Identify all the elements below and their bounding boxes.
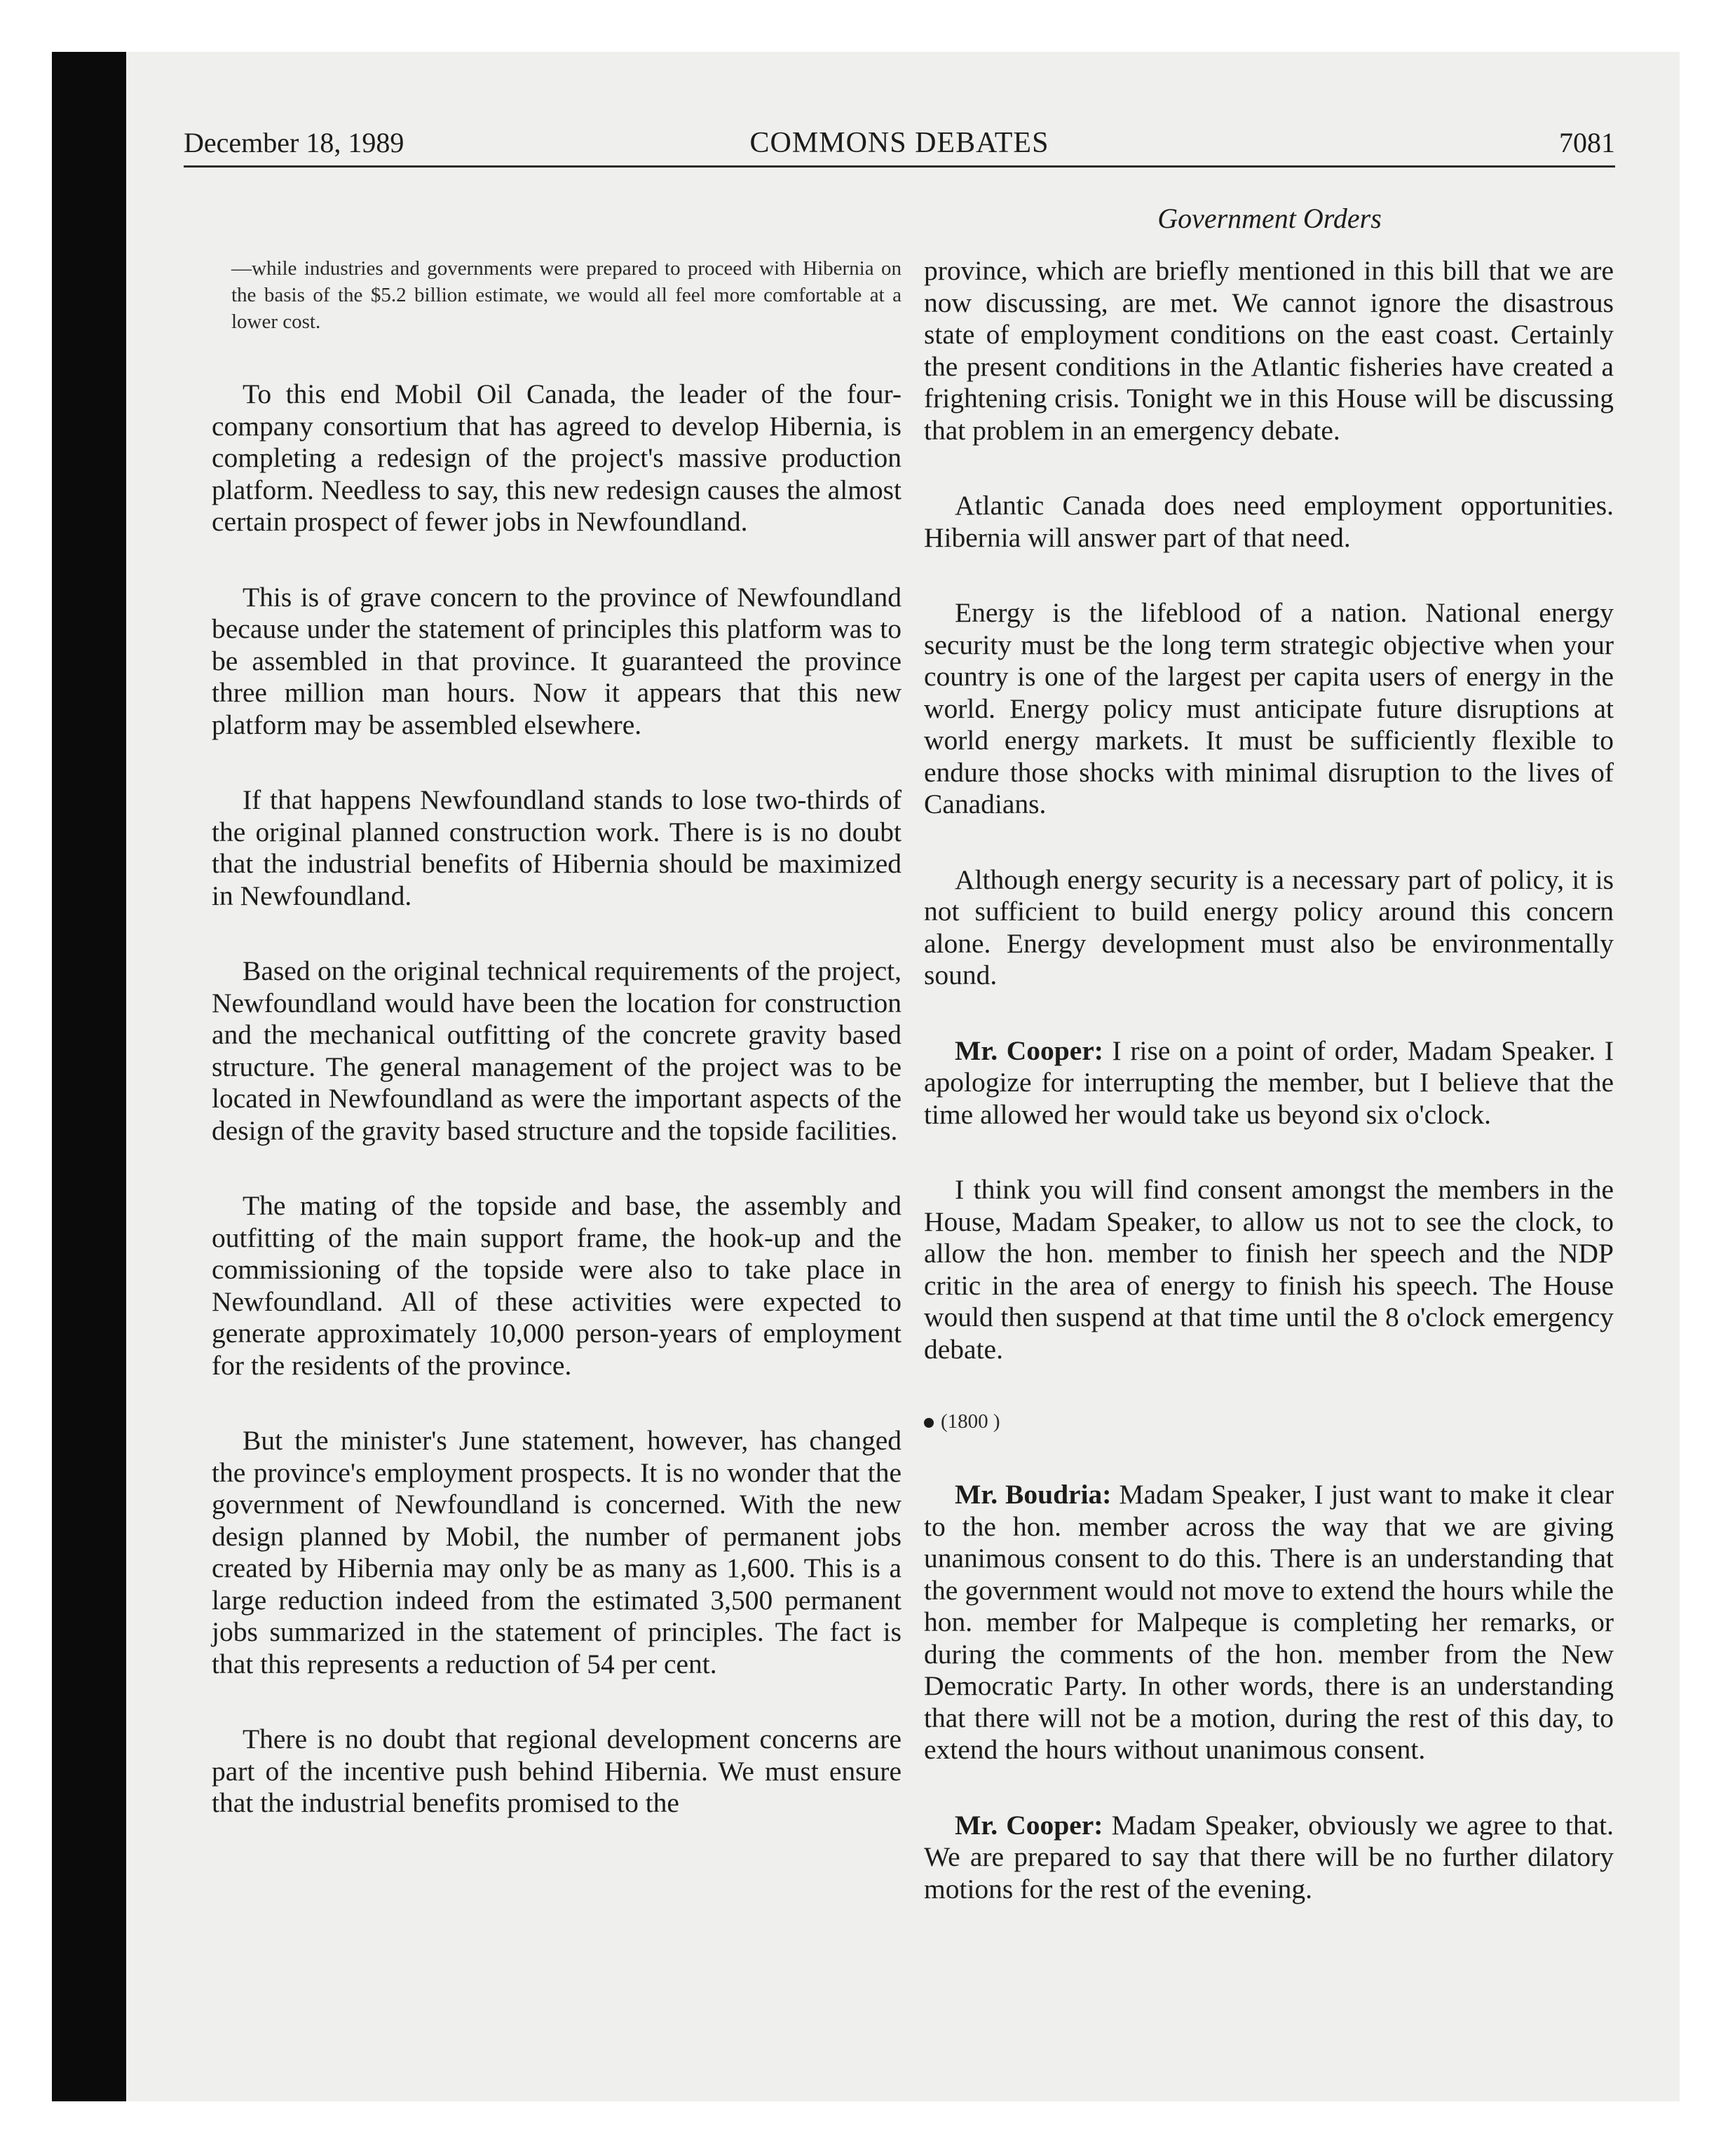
paragraph: This is of grave concern to the province of Newfoundland because under the statement of principles this platform was to be assembled in that province. It guaranteed the province three million man hours. Now it appears that this new platform may be assembled elsewhere. <box>212 581 901 740</box>
speech-text: Madam Speaker, I just want to make it clear to the hon. member across the way that we are giving unanimous consent to do this. There is an understanding that the government would not move to extend the hours while the hon. member for Malpeque is completing her remarks, or during the comments of the hon. member from the New Democratic Party. In other words, there is an understanding that there will not be a motion, during the rest of this day, to extend the hours without unanimous consent. <box>924 1479 1614 1765</box>
paragraph: Although energy security is a necessary part of policy, it is not sufficient to build energy policy around this concern alone. Energy development must also be environmentally sound. <box>924 864 1614 990</box>
running-head <box>184 121 1615 165</box>
speaker-name: Mr. Cooper: <box>955 1035 1103 1066</box>
paragraph: But the minister's June statement, however, has changed the province's employment prospects. It is no wonder that the government of Newfoundland is concerned. With the new design planned by Mobil, the number of permanent jobs created by Hibernia may only be as many as 1,600. This is a large reduction indeed from the estimated 3,500 permanent jobs summarized in the statement of principles. The fact is that this represents a reduction of 54 per cent. <box>212 1425 901 1679</box>
paragraph: To this end Mobil Oil Canada, the leader of the four-company consortium that has agreed to develop Hibernia, is completing a redesign of the project's massive production platform. Needless to say, this new redesign causes the almost certain prospect of fewer jobs in Newfoundland. <box>212 378 901 537</box>
left-column <box>212 255 901 1820</box>
page-number: 7081 <box>1559 127 1615 158</box>
paragraph: province, which are briefly mentioned in this bill that we are now discussing, are met. We cannot ignore the disastrous state of employment conditions on the east coast. Certainly the present conditions in the Atlantic fisheries have created a frightening crisis. Tonight we in this House will be discussing that problem in an emergency debate. <box>924 255 1614 446</box>
paragraph: The mating of the topside and base, the assembly and outfitting of the main support frame, the hook-up and the commissioning of the topside were also to take place in Newfoundland. All of these activities were expected to generate approximately 10,000 person-years of employment for the residents of the province. <box>212 1190 901 1381</box>
paragraph: Energy is the lifeblood of a nation. National energy security must be the long term strategic objective when your country is one of the largest per capita users of energy in the world. Energy policy must anticipate future disruptions at world energy markets. It must be sufficiently flexible to endure those shocks with minimal disruption to the lives of Canadians. <box>924 597 1614 819</box>
paragraph: Based on the original technical requirements of the project, Newfoundland would have been the location for construction and the mechanical outfitting of the concrete gravity based structure. The general management of the project was to be located in Newfoundland as were the important aspects of the design of the gravity based structure and the topside facilities. <box>212 955 901 1146</box>
paragraph: There is no doubt that regional development concerns are part of the incentive push behind Hibernia. We must ensure that the industrial benefits promised to the <box>212 1724 901 1818</box>
bullet-icon <box>924 1418 934 1428</box>
section-label: Government Orders <box>1157 203 1382 234</box>
speaker-name: Mr. Cooper: <box>955 1809 1103 1841</box>
header-date: December 18, 1989 <box>184 127 404 158</box>
speaker-name: Mr. Boudria: <box>955 1479 1112 1510</box>
time-stamp-text: (1800 ) <box>941 1410 1000 1433</box>
speech-text: I rise on a point of order, Madam Speaker. I apologize for interrupting the member, but I believe that the time allowed her would take us beyond six o'clock. <box>924 1035 1614 1130</box>
speech-paragraph <box>924 1035 1614 1131</box>
header-rule <box>184 165 1615 168</box>
paragraph: Atlantic Canada does need employment opportunities. Hibernia will answer part of that need. <box>924 490 1614 553</box>
book-spine-shadow <box>52 52 126 2101</box>
right-column <box>924 255 1614 1905</box>
quoted-excerpt: —while industries and governments were prepared to proceed with Hibernia on the basis of the $5.2 billion estimate, we would all feel more comfortable at a lower cost. <box>231 257 901 333</box>
speech-paragraph <box>924 1810 1614 1906</box>
header-title: COMMONS DEBATES <box>749 127 1049 159</box>
paragraph: If that happens Newfoundland stands to lose two-thirds of the original planned construction work. There is is no doubt that the industrial benefits of Hibernia should be maximized in Newfoundland. <box>212 784 901 911</box>
speech-paragraph <box>924 1479 1614 1766</box>
paragraph: I think you will find consent amongst the members in the House, Madam Speaker, to allow us not to see the clock, to allow the hon. member to finish her speech and the NDP critic in the area of energy to finish his speech. The House would then suspend at that time until the 8 o'clock emergency debate. <box>924 1174 1614 1365</box>
speech-text: Madam Speaker, obviously we agree to that. We are prepared to say that there will be no further dilatory motions for the rest of the evening. <box>924 1809 1614 1904</box>
time-stamp <box>924 1407 1614 1435</box>
